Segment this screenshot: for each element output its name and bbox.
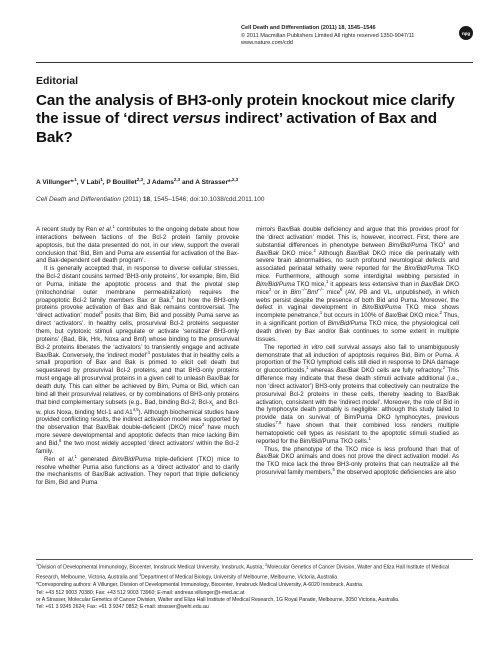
article-title: Can the analysis of BH3-only protein knockout mice clarify the issue of ‘direct versus indirect’ activation of Bax and Bak?: [36, 92, 455, 146]
copyright-line: © 2011 Macmillan Publishers Limited All rights reserved 1350-9047/11: [241, 32, 415, 39]
paragraph: Thus, the phenotype of the TKO mice is less profound than that of Bax/Bak DKO animals and does not prove the direct activation model. As the TKO mice lack the three BH3-only proteins that can neutralize all the prosurvival family members,$^5$ the observed apoptotic deficiencies are also: [256, 445, 459, 477]
section-label: Editorial: [36, 75, 79, 87]
correspondence-footnote-1: *Corresponding authors: A Villunger, Division of Developmental Immunology, Biocenter, Innsbruck Medical University, A-6020 Innsbruck, Austria.: [36, 582, 364, 589]
body-column-left: [36, 223, 240, 487]
npg-logo: npg: [459, 26, 473, 40]
contact-footnote-2: Tel: +61 3 9345 2624; Fax: +61 3 9347 0852; E-mail: strasser@wehi.edu.au: [36, 604, 209, 611]
paragraph: mirrors Bax/Bak double deficiency and argue that this provides proof for the ‘direct activation’ model. This is, however, incorrect. First, there are substantial differences in phenotype between Bim/Bid/Puma TKO$^1$ and Bax/Bak DKO mice.$^2$ Although Bax/Bak DKO mice die perinatally with severe brain abnormalities, no such profound neurological defects and associated perinatal lethality were reported for the Bim/Bid/Puma TKO mice. Furthermore, although some interdigital webbing persisted in Bim/Bid/Puma TKO mice,$^1$ it appears less extensive than in Bax/Bak DKO mice$^2$ or in Bim−/−Bmf−/− mice$^6$ (AV, PB and VL, unpublished), in which webs persist despite the presence of both Bid and Puma. Moreover, the defect in vaginal development in Bim/Bid/Puma TKO mice shows incomplete penetrance,$^1$ but occurs in 100% of Bax/Bak DKO mice.$^2$ Thus, in a significant portion of Bim/Bid/Puma TKO mice, the physiological cell death driven by Bax and/or Bak continues to some extent in multiple tissues.: [256, 226, 460, 343]
journal-url[interactable]: www.nature.com/cdd: [241, 40, 293, 47]
footnote-rule: [36, 559, 473, 560]
paragraph: It is generally accepted that, in response to diverse cellular stresses, the Bcl-2 distant cousins termed ‘BH3-only proteins’, for example, Bim, Bid or Puma, initiate the apoptotic process and that the pivotal step (mitochondrial outer membrane permeabilization) requires the proapoptotic Bcl-2 family members Bax or Bak,$^2$ but how the BH3-only proteins provoke activation of Bax and Bak remains controversial. The ‘direct activation’ model$^3$ posits that Bim, Bid and possibly Puma serve as direct ‘activators’. In healthy cells, prosurvival Bcl-2 proteins sequester them, but cytotoxic stimuli upregulate or activate ‘sensitizer BH3-only proteins’ (Bad, Bik, Hrk, Noxa and Bmf) whose binding to the prosurvival Bcl-2 proteins liberates the ‘activators’ to transiently engage and activate Bax/Bak. Conversely, the ‘indirect model’$^4$ postulates that in healthy cells a small proportion of Bax and Bak is primed to elicit cell death but sequestered by prosurvival Bcl-2 proteins, and that BH3-only proteins must engage all prosurvival proteins in a given cell to unleash Bax/Bak for death duty. This can either be achieved by Bim, Puma or Bid, which can bind all their prosurvival relatives, or by combinations of BH3-only proteins that bind complementary subsets (e.g., Bad, binding Bcl-2, Bcl-$x_L$ and Bcl-w, plus Noxa, binding Mcl-1 and A1$^{4,5}$). Although biochemical studies have provided conflicting results, the indirect activation model was supported by the observation that Bax/Bak double-deficient (DKO) mice$^2$ have much more severe developmental and apoptotic defects than mice lacking Bim and Bid,$^6$ the two most widely accepted ‘direct activators’ within the Bcl-2 family.: [36, 265, 240, 455]
paragraph: A recent study by Ren et al.$^1$ contributes to the ongoing debate about how interactions between factions of the Bcl-2 protein family provoke apoptosis, but the data presented do not, in our view, support the overall conclusion that ‘Bid, Bim and Puma are essential for activation of the Bax- and Bak-dependent cell death program’.: [36, 223, 239, 265]
paragraph: The reported in vitro cell survival assays also fail to unambiguously demonstrate that all induction of apoptosis requires Bid, Bim or Puma. A proportion of the TKO lymphoid cells still died in response to DNA damage or glucocorticoids,$^1$ whereas Bax/Bak DKO cells are fully refractory.$^2$ This difference may indicate that these death stimuli activate additional (i.e., non ‘direct activator’) BH3-only proteins that collectively can neutralize the prosurvival Bcl-2 proteins in these cells, thereby leading to Bax/Bak activation, consistent with the ‘indirect model’. Moreover, the role of Bid in the lymphocyte death probably is negligible: although this study failed to provide data on survival of Bim/Puma DKO lymphocytes, previous studies$^{7,8}$ have shown that their combined loss renders multiple hematopoietic cell types as resistant to the apoptotic stimuli studied as reported for the Bim/Bid/Puma TKO cells.$^1$: [256, 343, 459, 445]
body-column-right: [256, 226, 459, 477]
paragraph: Ren et al.$^1$ generated Bim/Bid/Puma triple-deficient (TKO) mice to resolve whether Puma also functions as a ‘direct activator’ and to clarify the mechanisms of Bax/Bak activation. They report that triple deficiency for Bim, Bid and Puma: [36, 453, 239, 487]
footnotes: [36, 562, 473, 612]
journal-citation-line: Cell Death and Differentiation (2011) 18, 1545–1546: [241, 25, 376, 31]
author-list: A Villunger*$^{,1}$, V Labi$^1$, P Bouillet$^{2,3}$, J Adams$^{2,3}$ and A Strasser*$^{,2,3}$: [36, 177, 239, 187]
correspondence-footnote-2: or A Strasser, Molecular Genetics of Cancer Division, Walter and Eliza Hall Institute of Medical Research, 1G Royal Parade, Melbourne, 3050 Victoria, Australia.: [36, 597, 400, 604]
affiliations-footnote: $^1$Division of Developmental Immunology, Biocenter, Innsbruck Medical University. Innsbruck, Austria; $^2$Molecular Genetics of Cancer Division, Walter and Eliza Hall Institute of Medical Research, Melbourne, Victoria, Australia and $^3$Department of Medical Biology, University of Melbourne, Melbourne, Victoria, Australia: [36, 563, 450, 581]
contact-footnote-1: Tel: +43 512 9003 70380; Fax: +43 512 9003 73960; E-mail: andreas.villunger@i-med.ac.at: [36, 589, 245, 596]
header-rule: [36, 62, 473, 63]
article-citation: Cell Death and Differentiation (2011) 18, 1545–1546; doi:10.1038/cdd.2011.100: [36, 196, 265, 203]
journal-header: [241, 25, 456, 48]
